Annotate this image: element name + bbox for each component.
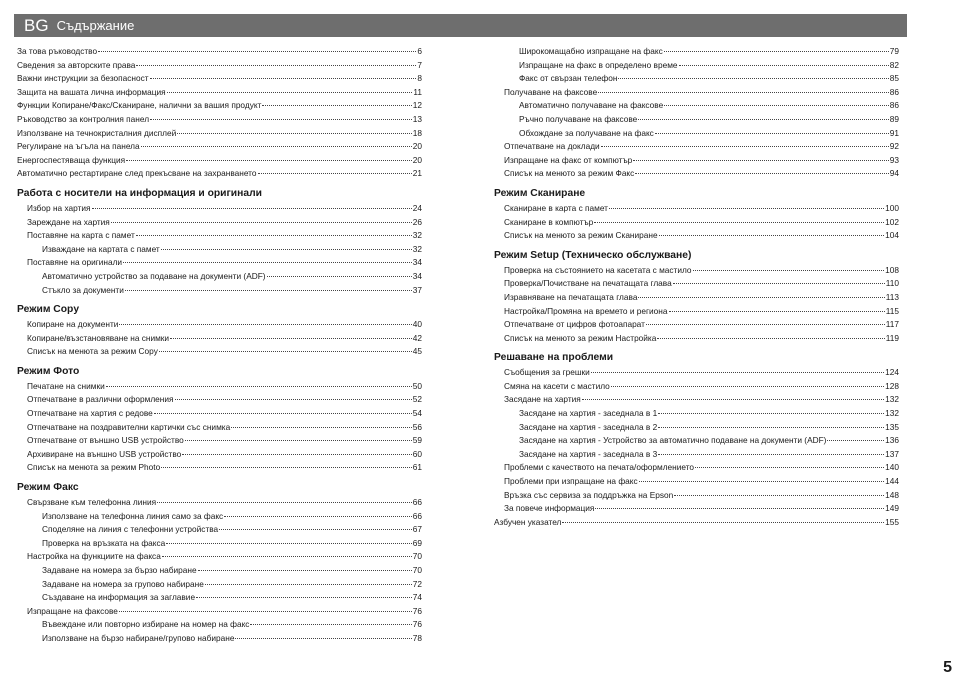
toc-entry-title: Смяна на касети с мастило [504,380,610,391]
toc-entry-title: Настройка/Промяна на времето и региона [504,305,668,316]
dot-leader [638,119,888,120]
toc-entry-title: Широкомащабно изпращане на факс [519,46,663,56]
toc-entry[interactable] [494,421,899,435]
toc-entry-page: 6 [417,46,422,56]
toc-entry-page: 70 [412,565,422,575]
dot-leader [591,372,884,373]
toc-entry-title: Отпечатване от цифров фотоапарат [504,319,645,330]
toc-entry-page: 37 [412,284,422,295]
toc-entry-page: 155 [885,516,899,527]
toc-entry[interactable] [494,305,899,319]
toc-entry-page: 92 [889,141,899,152]
toc-entry-page: 115 [885,305,899,316]
toc-entry[interactable] [494,72,899,86]
toc-entry-page: 69 [412,537,422,548]
toc-entry-title: Копиране/възстановяване на снимки [27,332,170,343]
toc-entry[interactable] [494,291,899,305]
dot-leader [262,105,411,106]
toc-entry-page: 132 [885,408,899,419]
dot-leader [595,508,884,509]
dot-leader [638,297,884,298]
toc-entry[interactable] [494,318,899,332]
dot-leader [166,543,411,544]
toc-entry[interactable] [17,270,422,284]
toc-entry-title: Използване на течнокристалния дисплей [17,127,177,138]
toc-entry-title: Списък на менюта за режим Copy [27,346,158,357]
dot-leader [175,399,412,400]
toc-entry[interactable] [494,516,899,530]
toc-entry[interactable] [494,127,899,141]
toc-entry[interactable] [17,496,422,510]
dot-leader [159,351,412,352]
toc-entry-title: Създаване на информация за заглавие [42,592,196,603]
toc-entry-title: Сканиране в компютър [504,216,594,227]
toc-entry[interactable] [17,550,422,564]
toc-entry-title: Засядане на хартия [504,394,581,405]
toc-entry-title: Поставяне на карта с памет [27,230,135,241]
dot-leader [98,51,416,52]
dot-leader [658,454,884,455]
dot-leader [198,570,412,571]
toc-entry[interactable] [17,45,422,59]
toc-entry-title: Факс от свързан телефон [519,73,618,84]
toc-entry[interactable] [17,154,422,168]
toc-entry[interactable] [17,632,422,646]
dot-leader [664,51,889,52]
toc-entry-title: Изпращане на факсове [27,605,118,616]
toc-entry-page: 132 [885,394,899,405]
dot-leader [170,338,412,339]
toc-entry[interactable] [17,461,422,475]
dot-leader [106,386,412,387]
toc-entry-title: Отпечатване от външно USB устройство [27,435,184,446]
toc-entry-title: Стъкло за документи [42,284,124,295]
toc-entry[interactable] [17,448,422,462]
toc-entry[interactable] [17,167,422,181]
toc-entry-page: 72 [412,578,422,589]
toc-entry[interactable] [494,332,899,346]
toc-entry-title: Автоматично устройство за подаване на документи (ADF) [42,270,266,281]
dot-leader [618,78,888,79]
toc-entry[interactable] [17,99,422,113]
toc-entry-title: Азбучен указател [494,516,562,527]
toc-entry[interactable] [17,345,422,359]
toc-entry[interactable] [494,140,899,154]
toc-entry-title: Ръчно получаване на факсове [519,113,638,124]
dot-leader [601,146,889,147]
dot-leader [154,413,412,414]
toc-entry-title: Поставяне на оригинали [27,257,123,268]
dot-leader [167,92,413,93]
toc-entry[interactable] [17,564,422,578]
dot-leader [669,311,885,312]
dot-leader [258,173,412,174]
toc-entry-title: Списък на менюто за режим Сканиране [504,230,658,241]
toc-entry[interactable] [494,502,899,516]
toc-entry-page: 76 [412,619,422,630]
toc-entry-title: Избор на хартия [27,202,91,213]
dot-leader [658,427,884,428]
dot-leader [679,65,889,66]
toc-entry-title: Енергоспестяваща функция [17,154,126,165]
toc-entry-title: Настройка на функциите на факса [27,551,161,562]
toc-entry-page: 32 [412,230,422,241]
dot-leader [205,584,412,585]
toc-entry[interactable] [494,154,899,168]
toc-entry-title: Проверка/Почистване на печатащата глава [504,278,672,289]
toc-entry-page: 52 [412,394,422,405]
dot-leader [657,338,884,339]
dot-leader [598,92,889,93]
toc-entry[interactable] [494,264,899,278]
section-header [14,14,907,37]
toc-entry-page: 8 [417,73,422,84]
toc-entry-page: 20 [412,141,422,152]
toc-entry-title: Засядане на хартия - заседнала в 2 [519,421,658,432]
toc-entry-title: Защита на вашата лична информация [17,86,166,97]
dot-leader [611,386,884,387]
toc-entry[interactable] [17,421,422,435]
toc-entry-title: Отпечатване в различни оформления [27,394,174,405]
toc-entry[interactable] [494,475,899,489]
toc-entry-page: 85 [889,73,899,84]
toc-entry-page: 66 [412,497,422,508]
dot-leader [157,502,412,503]
toc-entry-title: Засядане на хартия - заседнала в 1 [519,408,658,419]
toc-entry[interactable] [494,229,899,243]
toc-entry[interactable] [494,45,899,59]
toc-entry-page: 40 [412,319,422,330]
toc-entry-title: Автоматично рестартиране след прекъсване на захранването [17,168,257,179]
toc-entry-title: Използване на телефонна линия само за факс [42,510,224,521]
toc-entry-page: 117 [885,319,899,330]
toc-entry[interactable] [17,243,422,257]
toc-entry[interactable] [494,113,899,127]
toc-entry[interactable] [494,489,899,503]
toc-entry-page: 86 [889,86,899,97]
dot-leader [633,160,889,161]
toc-entry-title: Проверка на връзката на факса [42,537,166,548]
toc-entry-page: 11 [413,86,422,97]
dot-leader [136,235,412,236]
dot-leader [695,467,884,468]
toc-entry-page: 21 [412,168,422,179]
toc-entry-page: 54 [412,408,422,419]
toc-entry-title: Изпращане на факс в определено време [519,59,678,70]
toc-entry-page: 59 [412,435,422,446]
toc-entry-title: Архивиране на външно USB устройство [27,448,182,459]
dot-leader [141,146,412,147]
toc-entry[interactable] [17,284,422,298]
dot-leader [161,249,412,250]
toc-entry[interactable] [17,216,422,230]
toc-right-column [494,45,899,529]
toc-entry[interactable] [17,229,422,243]
toc-entry-page: 60 [412,448,422,459]
toc-entry-page: 102 [885,216,899,227]
toc-entry[interactable] [17,605,422,619]
dot-leader [182,454,411,455]
toc-entry[interactable] [494,434,899,448]
toc-entry-page: 93 [889,154,899,165]
dot-leader [177,133,412,134]
toc-entry-page: 136 [885,435,899,446]
toc-entry-title: Получаване на факсове [504,86,598,97]
dot-leader [646,324,885,325]
toc-entry[interactable] [17,434,422,448]
toc-entry-page: 78 [412,632,422,643]
toc-entry-page: 34 [412,270,422,281]
toc-entry-page: 108 [885,264,899,275]
dot-leader [125,290,412,291]
toc-entry-title: Задаване на номера за бързо набиране [42,565,197,575]
dot-leader [635,173,888,174]
toc-entry-page: 135 [885,421,899,432]
toc-entry[interactable] [494,407,899,421]
toc-entry-title: Сведения за авторските права [17,59,136,70]
toc-entry[interactable] [17,113,422,127]
toc-left-column [17,45,422,646]
toc-entry[interactable] [494,86,899,100]
toc-entry-title: Списък на менюта за режим Photo [27,462,161,473]
toc-entry-page: 124 [885,367,899,378]
dot-leader [562,522,884,523]
dot-leader [161,467,412,468]
toc-entry-page: 144 [885,476,899,487]
toc-entry[interactable] [494,380,899,394]
toc-entry-page: 26 [412,216,422,227]
toc-entry-title: Изваждане на картата с памет [42,243,160,254]
toc-entry[interactable] [494,277,899,291]
toc-entry-title: Въвеждане или повторно избиране на номер на факс [42,619,250,630]
toc-entry-title: Ръководство за контролния панел [17,113,150,124]
toc-entry-title: Отпечатване на хартия с редове [27,408,153,419]
toc-section-heading[interactable]: Режим Copy [17,304,80,316]
toc-entry-title: Проблеми при изпращане на факс [504,476,638,487]
page-title: Съдържание [56,18,135,33]
toc-entry-title: Обхождане за получаване на факс [519,127,654,138]
toc-entry-page: 149 [885,503,899,514]
toc-entry-page: 34 [412,257,422,268]
toc-entry[interactable] [17,202,422,216]
toc-entry[interactable] [494,216,899,230]
dot-leader [693,270,885,271]
toc-entry-title: Отпечатване на доклади [504,141,600,152]
toc-entry-page: 70 [412,551,422,562]
toc-entry-page: 42 [412,332,422,343]
toc-entry[interactable] [17,510,422,524]
toc-entry-title: Задаване на номера за групово набиране [42,578,204,589]
toc-entry[interactable] [17,127,422,141]
dot-leader [659,235,885,236]
toc-section-heading[interactable]: Работа с носители на информация и оригинали [17,187,262,199]
toc-entry[interactable] [17,591,422,605]
toc-entry[interactable] [17,86,422,100]
toc-entry-page: 119 [885,332,899,343]
toc-entry-page: 89 [889,113,899,124]
toc-entry-page: 148 [885,489,899,500]
toc-entry-title: Отпечатване на поздравителни картички със снимка [27,421,231,432]
toc-entry-title: Печатане на снимки [27,380,105,391]
toc-entry-page: 128 [885,380,899,391]
dot-leader [658,413,884,414]
toc-entry[interactable] [17,332,422,346]
toc-entry-title: Списък на менюто за режим Факс [504,168,635,179]
dot-leader [250,624,411,625]
toc-entry-title: Списък на менюто за режим Настройка [504,332,657,343]
toc-entry-title: Важни инструкции за безопасност [17,73,149,84]
toc-section-heading[interactable]: Режим Фото [17,365,80,377]
toc-entry[interactable] [17,578,422,592]
page-number: 5 [943,659,952,676]
toc-entry-title: За това ръководство [17,46,98,56]
toc-entry-title: Копиране на документи [27,319,119,330]
toc-entry-page: 74 [412,592,422,603]
dot-leader [92,208,412,209]
dot-leader [185,440,412,441]
toc-entry[interactable] [494,448,899,462]
toc-entry-page: 7 [417,59,422,70]
toc-entry[interactable] [494,99,899,113]
toc-entry-title: Автоматично получаване на факсове [519,100,664,111]
toc-entry[interactable] [17,393,422,407]
toc-entry-page: 32 [412,243,422,254]
toc-entry[interactable] [17,59,422,73]
dot-leader [609,208,884,209]
toc-entry-title: Засядане на хартия - заседнала в 3 [519,448,658,459]
toc-entry-page: 110 [885,278,899,289]
toc-entry[interactable] [17,256,422,270]
toc-entry[interactable] [17,318,422,332]
toc-entry[interactable] [494,393,899,407]
toc-entry-page: 67 [412,524,422,535]
toc-entry-page: 61 [412,462,422,473]
toc-entry-page: 82 [889,59,899,70]
dot-leader [582,399,884,400]
dot-leader [119,324,411,325]
toc-entry-title: Проблеми с качеството на печата/оформлението [504,462,695,473]
dot-leader [224,516,412,517]
dot-leader [196,597,412,598]
toc-entry-page: 104 [885,230,899,241]
toc-section-heading[interactable]: Режим Факс [17,482,79,494]
dot-leader [594,222,884,223]
dot-leader [126,160,412,161]
toc-entry[interactable] [494,202,899,216]
dot-leader [673,283,885,284]
dot-leader [119,611,412,612]
toc-entry-title: Изпращане на факс от компютър [504,154,633,165]
toc-entry[interactable] [494,461,899,475]
toc-entry-page: 24 [412,202,422,213]
toc-entry-page: 50 [412,380,422,391]
toc-entry[interactable] [17,618,422,632]
toc-entry-page: 66 [412,510,422,521]
toc-section-heading[interactable]: Режим Сканиране [494,187,586,199]
toc-entry[interactable] [494,366,899,380]
toc-entry-page: 20 [412,154,422,165]
dot-leader [136,65,416,66]
toc-entry-title: Проверка на състоянието на касетата с мастило [504,264,692,275]
toc-entry[interactable] [494,167,899,181]
toc-entry-page: 56 [412,421,422,432]
toc-entry[interactable] [17,140,422,154]
toc-entry-page: 100 [885,202,899,213]
toc-entry[interactable] [17,72,422,86]
toc-entry-title: Засядане на хартия - Устройство за автоматично подаване на документи (ADF) [519,435,827,446]
toc-entry-page: 76 [412,605,422,616]
dot-leader [231,427,412,428]
toc-entry[interactable] [17,537,422,551]
toc-entry-page: 140 [885,462,899,473]
toc-entry[interactable] [17,523,422,537]
toc-entry-page: 13 [412,113,422,124]
toc-entry[interactable] [17,380,422,394]
toc-entry-title: За повече информация [504,503,595,514]
toc-entry-page: 113 [885,291,899,302]
toc-entry-title: Изравняване на печатащата глава [504,291,638,302]
dot-leader [664,105,889,106]
dot-leader [150,119,412,120]
toc-entry[interactable] [17,407,422,421]
dot-leader [123,262,412,263]
dot-leader [111,222,412,223]
toc-entry-title: Функции Копиране/Факс/Сканиране, налични за вашия продукт [17,100,262,111]
toc-entry-title: Сканиране в карта с памет [504,202,608,213]
toc-entry-title: Споделяне на линия с телефонни устройства [42,524,219,535]
toc-entry-page: 86 [889,100,899,111]
toc-entry-title: Свързване към телефонна линия [27,497,157,508]
toc-entry-page: 12 [412,100,422,111]
toc-entry-page: 18 [412,127,422,138]
toc-section-heading[interactable]: Решаване на проблеми [494,352,614,364]
toc-section-heading[interactable]: Режим Setup (Техническо обслужване) [494,249,692,261]
toc-entry-page: 91 [889,127,899,138]
dot-leader [674,495,884,496]
toc-entry-title: Регулиране на ъгъла на панела [17,141,140,152]
toc-entry-title: Използване на бързо набиране/групово набиране [42,632,235,643]
dot-leader [639,481,885,482]
toc-entry-page: 45 [412,346,422,357]
dot-leader [162,556,412,557]
toc-entry-title: Зареждане на хартия [27,216,110,227]
toc-entry-page: 79 [889,46,899,56]
dot-leader [219,529,412,530]
dot-leader [235,638,411,639]
dot-leader [150,78,417,79]
dot-leader [827,440,884,441]
toc-entry-page: 137 [885,448,899,459]
toc-entry-page: 94 [889,168,899,179]
toc-entry-title: Съобщения за грешки [504,367,590,378]
dot-leader [655,133,889,134]
dot-leader [267,276,412,277]
toc-entry[interactable] [494,59,899,73]
language-code: BG [24,15,49,35]
toc-entry-title: Връзка със сервиза за поддръжка на Epson [504,489,674,500]
